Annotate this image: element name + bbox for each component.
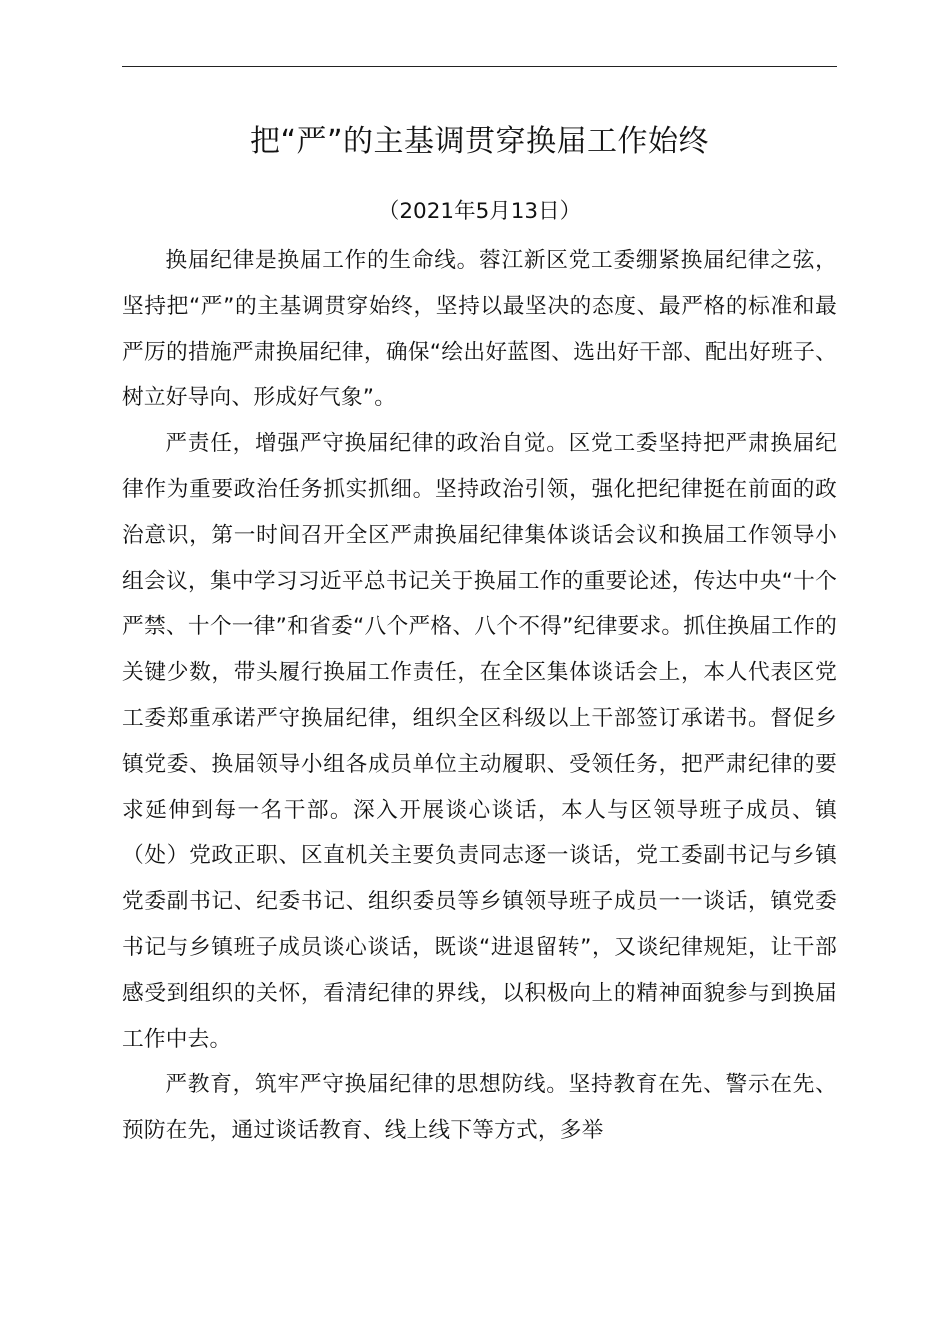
document-date: （2021年5月13日） xyxy=(377,199,582,224)
paragraph: 严责任，增强严守换届纪律的政治自觉。区党工委坚持把严肃换届纪律作为重要政治任务抓实抓细。坚持政治引领，强化把纪律挺在前面的政治意识，第一时间召开全区严肃换届纪律集体谈话会议和换届工作领导小组会议，集中学习习近平总书记关于换届工作的重要论述，传达中央“十个严禁、十个一律”和省委“八个严格、八个不得”纪律要求。抓住换届工作的关键少数，带头履行换届工作责任，在全区集体谈话会上，本人代表区党工委郑重承诺严守换届纪律，组织全区科级以上干部签订承诺书。督促乡镇党委、换届领导小组各成员单位主动履职、受领任务，把严肃纪律的要求延伸到每一名干部。深入开展谈心谈话，本人与区领导班子成员、镇（处）党政正职、区直机关主要负责同志逐一谈话，党工委副书记与乡镇党委副书记、纪委书记、组织委员等乡镇领导班子成员一一谈话，镇党委书记与乡镇班子成员谈心谈话，既谈“进退留转”，又谈纪律规矩，让干部感受到组织的关怀，看清纪律的界线，以积极向上的精神面貌参与到换届工作中去。 xyxy=(122,431,837,1052)
document-title: 把“严”的主基调贯穿换届工作始终 xyxy=(249,124,710,159)
header-rule xyxy=(122,66,837,67)
document-body xyxy=(122,238,837,1154)
paragraph: 严教育，筑牢严守换届纪律的思想防线。坚持教育在先、警示在先、预防在先，通过谈话教育、线上线下等方式，多举 xyxy=(122,1072,837,1144)
paragraph: 换届纪律是换届工作的生命线。蓉江新区党工委绷紧换届纪律之弦，坚持把“严”的主基调贯穿始终，坚持以最坚决的态度、最严格的标准和最严厉的措施严肃换届纪律，确保“绘出好蓝图、选出好干部、配出好班子、树立好导向、形成好气象”。 xyxy=(122,248,837,411)
